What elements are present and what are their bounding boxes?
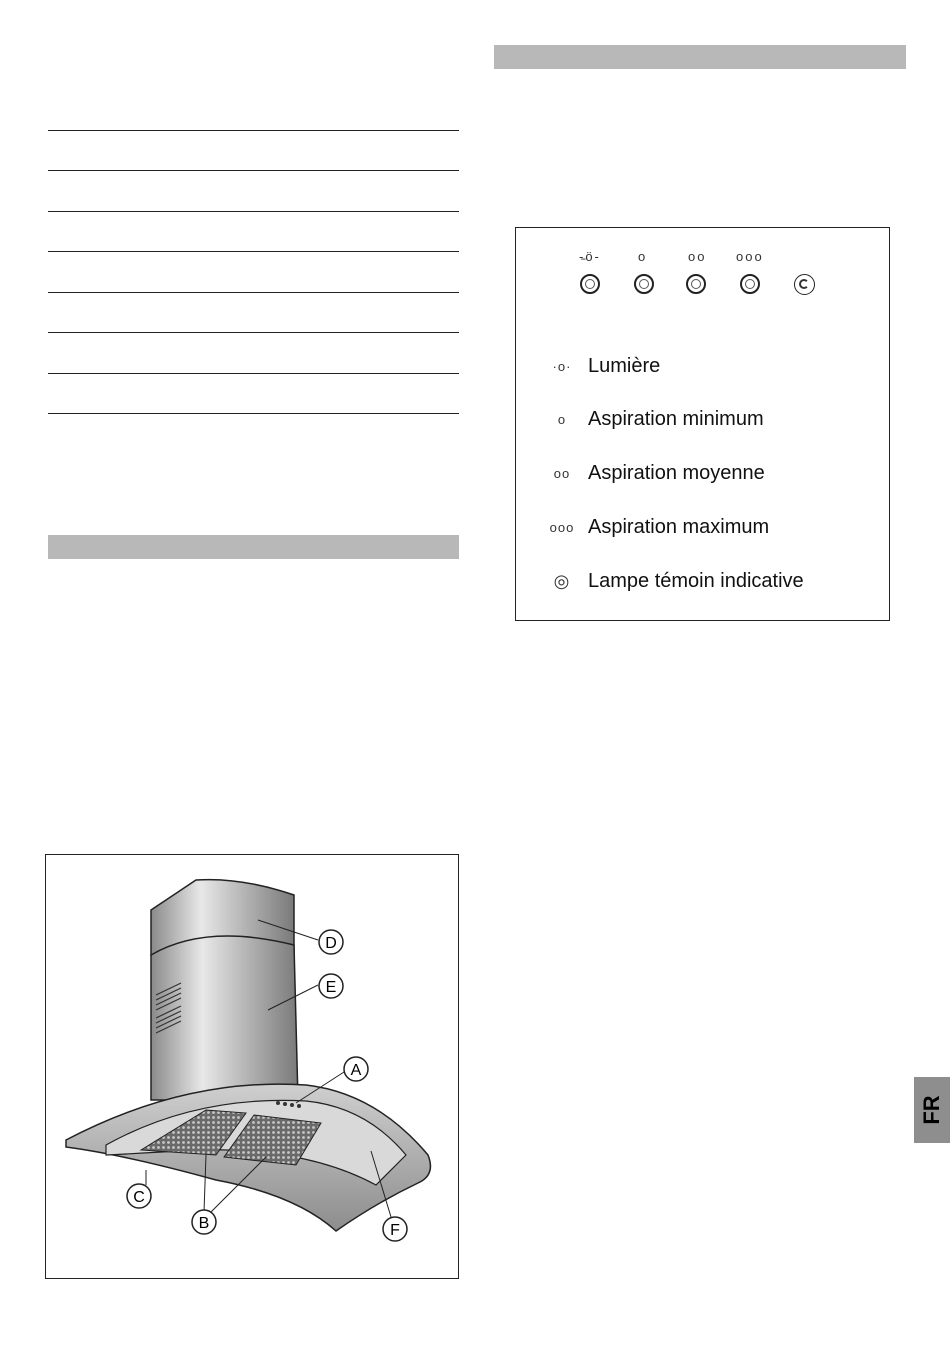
legend-label: Aspiration maximum [588, 515, 770, 538]
rule-2 [48, 170, 459, 171]
min-symbol: o [638, 249, 648, 264]
indicator-lamp [794, 274, 815, 295]
legend-label: Aspiration minimum [588, 407, 764, 430]
section-header-bar-right [494, 45, 906, 69]
lower-chimney [151, 936, 298, 1100]
max-knob [740, 274, 760, 294]
rule-5 [48, 292, 459, 293]
legend-row-medium [546, 460, 765, 486]
callout-F: F [390, 1222, 400, 1239]
medium-knob [686, 274, 706, 294]
light-icon: ·ο· [552, 358, 572, 374]
language-tab-label: FR [919, 1095, 944, 1125]
max-symbol: ooo [736, 249, 764, 264]
legend-label: Lampe témoin indicative [588, 569, 804, 592]
fan-speed-3-icon: ooo [549, 519, 575, 535]
callout-A: A [350, 1062, 362, 1079]
indicator-lamp-icon: ◎ [553, 570, 571, 591]
medium-symbol: oo [688, 249, 707, 264]
rule-1 [48, 130, 459, 131]
rule-6 [48, 332, 459, 333]
legend-label: Lumière [588, 354, 661, 377]
legend-label: Aspiration moyenne [588, 461, 765, 484]
callout-D: D [325, 935, 337, 952]
rule-8 [48, 413, 459, 414]
cooker-hood-illustration [46, 855, 456, 1276]
cooker-hood-figure [45, 854, 459, 1279]
light-knob [580, 274, 600, 294]
min-knob [634, 274, 654, 294]
fan-speed-2-icon: oo [553, 465, 571, 481]
rule-3 [48, 211, 459, 212]
callout-B: B [198, 1215, 210, 1232]
light-symbol: -̵ö- [579, 249, 601, 264]
rule-4 [48, 251, 459, 252]
language-tab [914, 1077, 950, 1143]
callout-C: C [133, 1189, 145, 1206]
section-header-bar-left [48, 535, 459, 559]
callout-E: E [325, 979, 337, 996]
legend-row-max [546, 514, 769, 540]
rule-7 [48, 373, 459, 374]
legend-row-light [546, 353, 660, 379]
legend-row-lamp [546, 568, 804, 594]
control-panel-diagram [515, 227, 890, 621]
fan-speed-1-icon: o [557, 411, 567, 427]
legend-row-min [546, 406, 764, 432]
